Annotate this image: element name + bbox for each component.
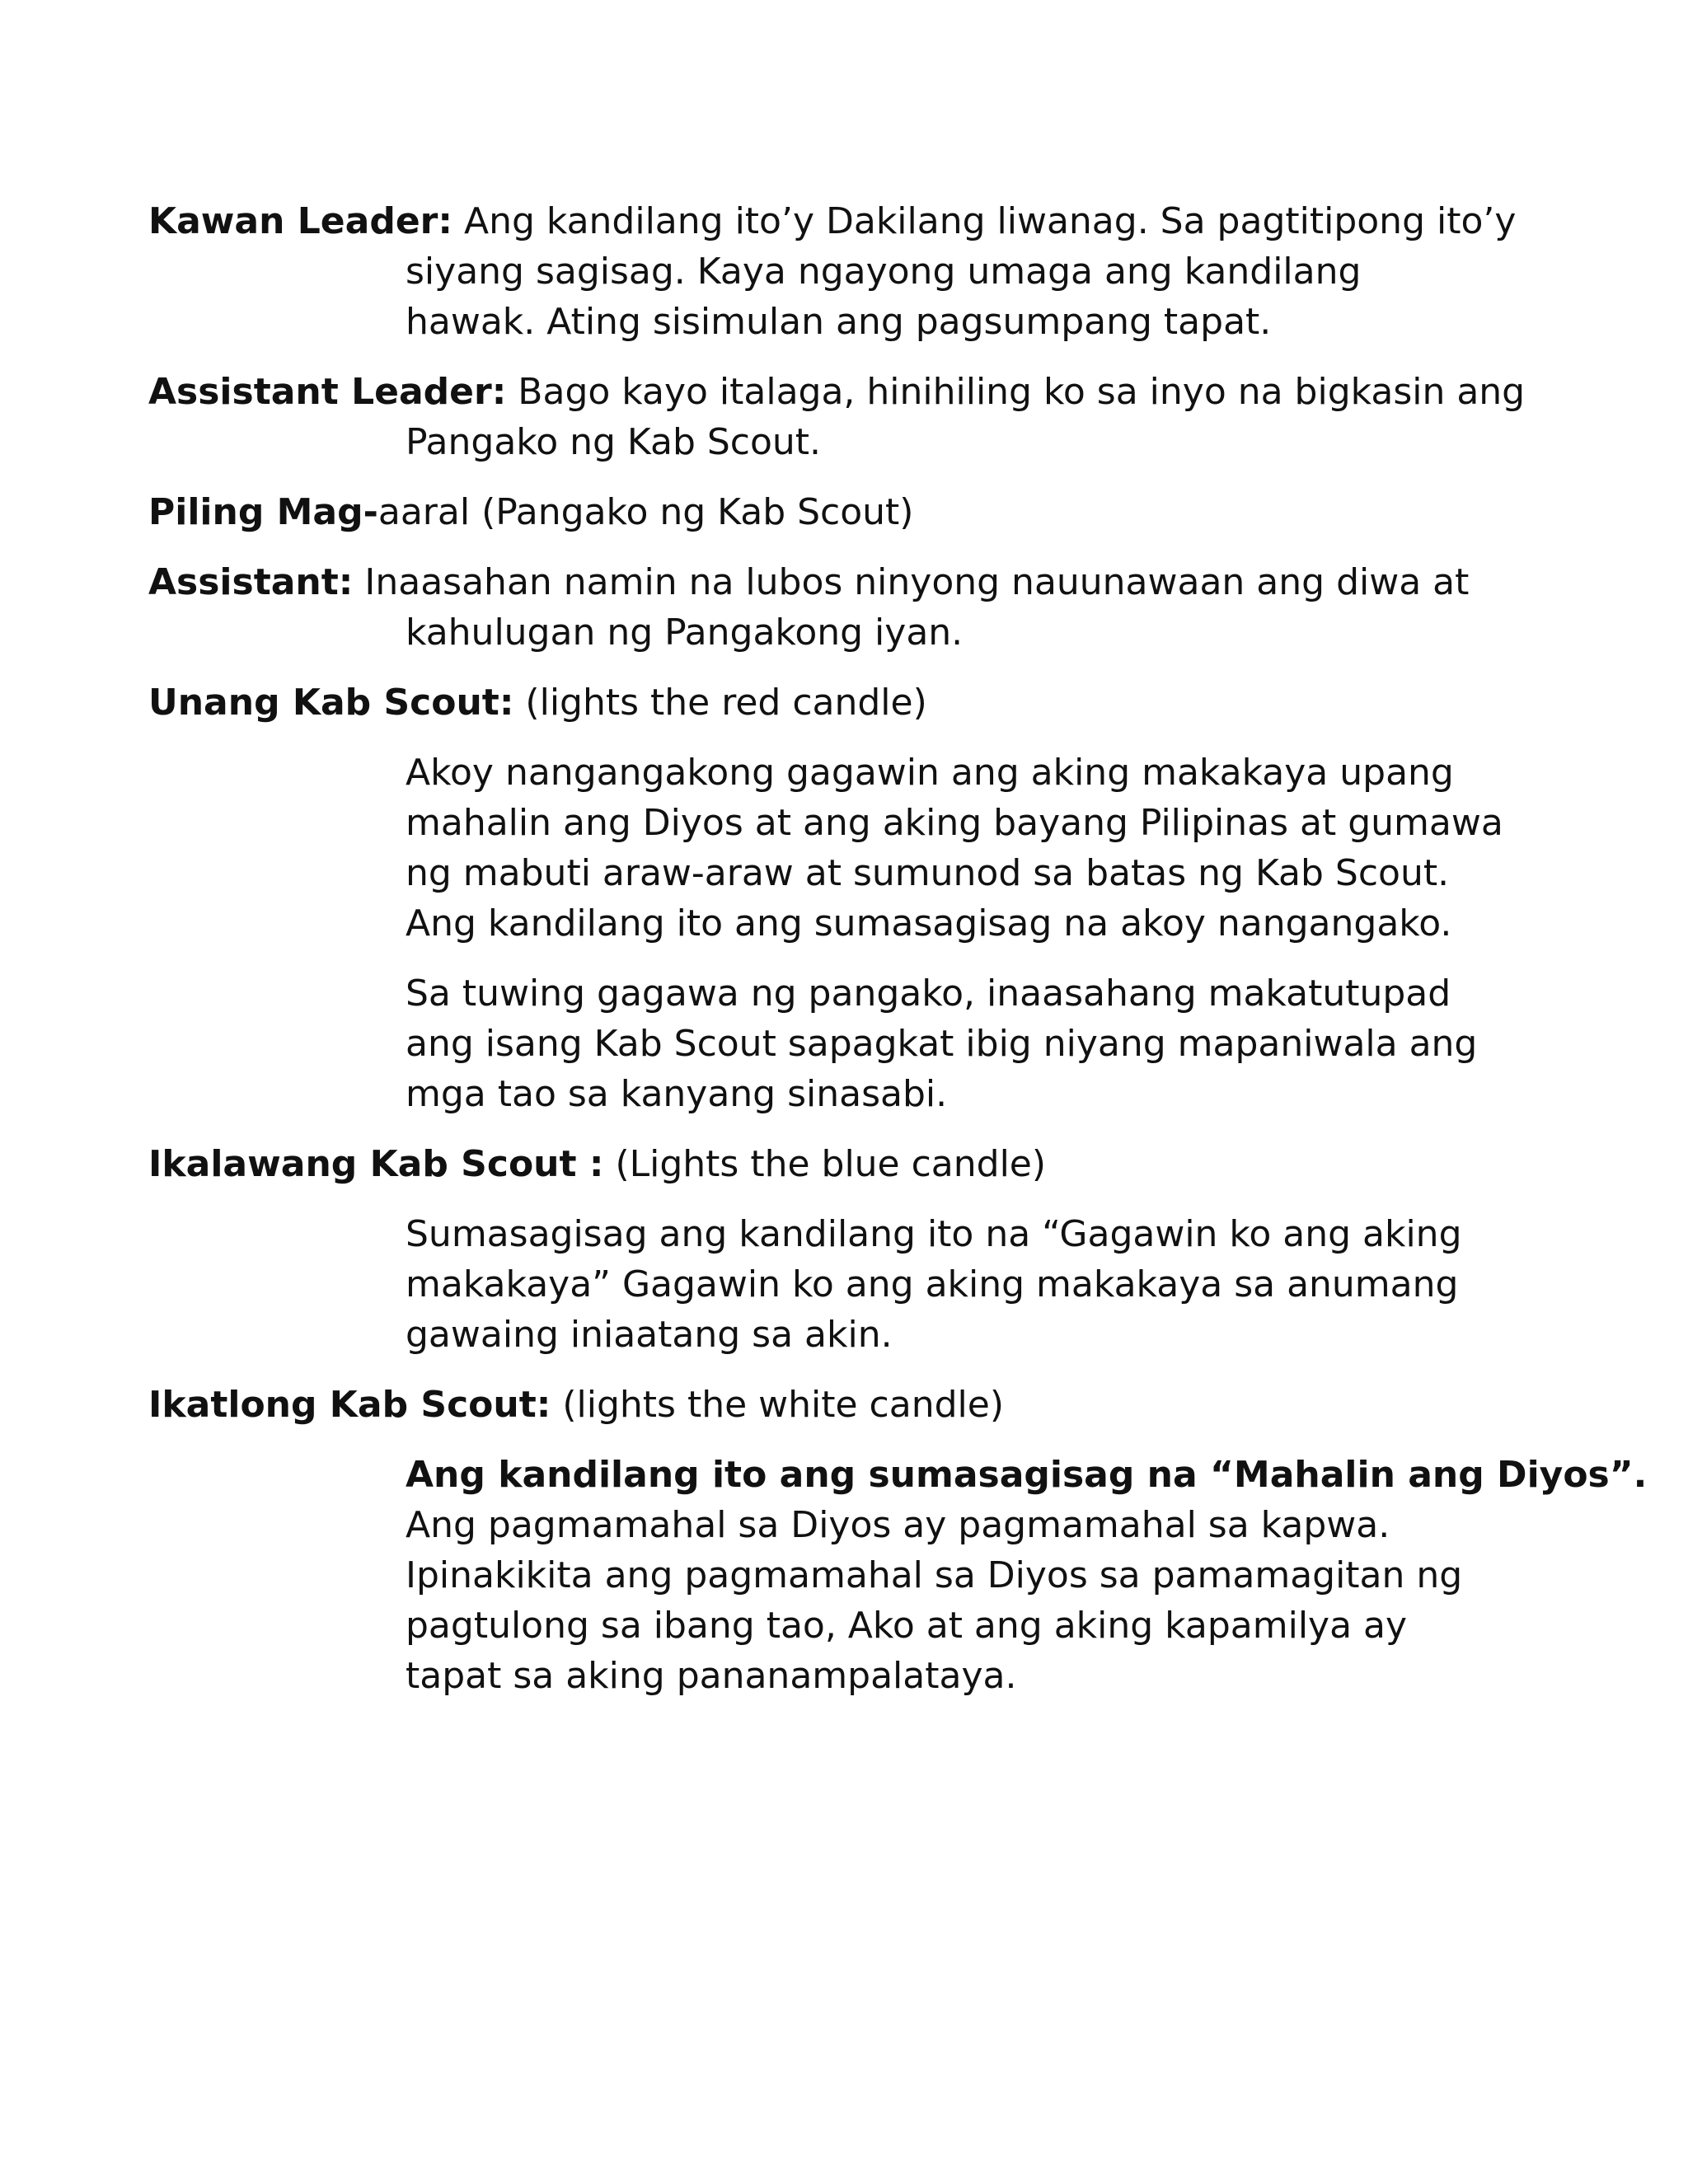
paragraph-bold-line: Ang kandilang ito ang sumasagisag na “Mahalin ang Diyos”.	[406, 1454, 1648, 1496]
speaker-label: Piling Mag-	[148, 491, 378, 533]
paragraph-line: Ipinakikita ang pagmamahal sa Diyos sa pamamagitan ng	[406, 1554, 1463, 1596]
paragraph-line: Akoy nangangakong gagawin ang aking makakaya upang	[406, 752, 1454, 794]
document-page	[148, 196, 1648, 1721]
dialogue-text: (lights the white candle)	[551, 1384, 1004, 1426]
dialogue-line: hawak. Ating sisimulan ang pagsumpang tapat.	[406, 301, 1272, 343]
dialogue-first-line	[148, 196, 1541, 246]
unang-paragraph-2	[148, 968, 1541, 1119]
paragraph-line: mga tao sa kanyang sinasabi.	[406, 1073, 948, 1115]
speaker-label: Ikalawang Kab Scout :	[148, 1143, 604, 1185]
paragraph-line: Ang pagmamahal sa Diyos ay pagmamahal sa kapwa.	[406, 1504, 1390, 1546]
dialogue-text: aaral (Pangako ng Kab Scout)	[377, 491, 914, 533]
dialogue-text: (lights the red candle)	[513, 682, 927, 724]
dialogue-text: Inaasahan namin na lubos ninyong nauunawaan ang diwa at	[353, 561, 1470, 603]
paragraph-line: mahalin ang Diyos at ang aking bayang Pilipinas at gumawa	[406, 802, 1503, 844]
paragraph-line: Ang kandilang ito ang sumasagisag na akoy nangangako.	[406, 902, 1452, 944]
dialogue-first-line	[148, 367, 1541, 417]
dialogue-line: kahulugan ng Pangakong iyan.	[406, 612, 964, 654]
paragraph-line: ang isang Kab Scout sapagkat ibig niyang mapaniwala ang	[406, 1023, 1478, 1065]
dialogue-line: Pangako ng Kab Scout.	[406, 421, 822, 463]
dialogue-text: Bago kayo italaga, hinihiling ko sa inyo na bigkasin ang	[506, 371, 1526, 413]
dialogue-ikalawang-kab-scout	[148, 1139, 1541, 1189]
dialogue-piling-mag-aaral	[148, 487, 1541, 537]
speaker-label: Assistant Leader:	[148, 371, 507, 413]
dialogue-first-line	[148, 487, 1541, 537]
dialogue-first-line	[148, 1380, 1541, 1430]
ikatlong-paragraph	[148, 1450, 1648, 1701]
dialogue-assistant	[148, 557, 1541, 658]
ikalawang-paragraph	[148, 1209, 1541, 1360]
speaker-label: Assistant:	[148, 561, 354, 603]
paragraph-line: tapat sa aking pananampalataya.	[406, 1655, 1017, 1697]
paragraph-line: gawaing iniaatang sa akin.	[406, 1314, 893, 1356]
paragraph-line: Sa tuwing gagawa ng pangako, inaasahang makatutupad	[406, 972, 1451, 1015]
dialogue-first-line	[148, 1139, 1541, 1189]
paragraph-line: pagtulong sa ibang tao, Ako at ang aking kapamilya ay	[406, 1605, 1408, 1647]
dialogue-assistant-leader	[148, 367, 1541, 467]
dialogue-unang-kab-scout	[148, 677, 1541, 728]
unang-paragraph-1	[148, 748, 1541, 949]
speaker-label: Kawan Leader:	[148, 200, 452, 242]
paragraph-line: ng mabuti araw-araw at sumunod sa batas ng Kab Scout.	[406, 852, 1450, 894]
dialogue-ikatlong-kab-scout	[148, 1380, 1541, 1430]
dialogue-first-line	[148, 677, 1541, 728]
dialogue-kawan-leader	[148, 196, 1541, 347]
paragraph-line: makakaya” Gagawin ko ang aking makakaya sa anumang	[406, 1263, 1459, 1305]
paragraph-line: Sumasagisag ang kandilang ito na “Gagawin ko ang aking	[406, 1213, 1462, 1255]
dialogue-first-line	[148, 557, 1541, 607]
dialogue-line: siyang sagisag. Kaya ngayong umaga ang kandilang	[406, 251, 1362, 293]
dialogue-text: Ang kandilang ito’y Dakilang liwanag. Sa pagtitipong ito’y	[452, 200, 1517, 242]
speaker-label: Ikatlong Kab Scout:	[148, 1384, 551, 1426]
dialogue-text: (Lights the blue candle)	[603, 1143, 1047, 1185]
speaker-label: Unang Kab Scout:	[148, 682, 514, 724]
